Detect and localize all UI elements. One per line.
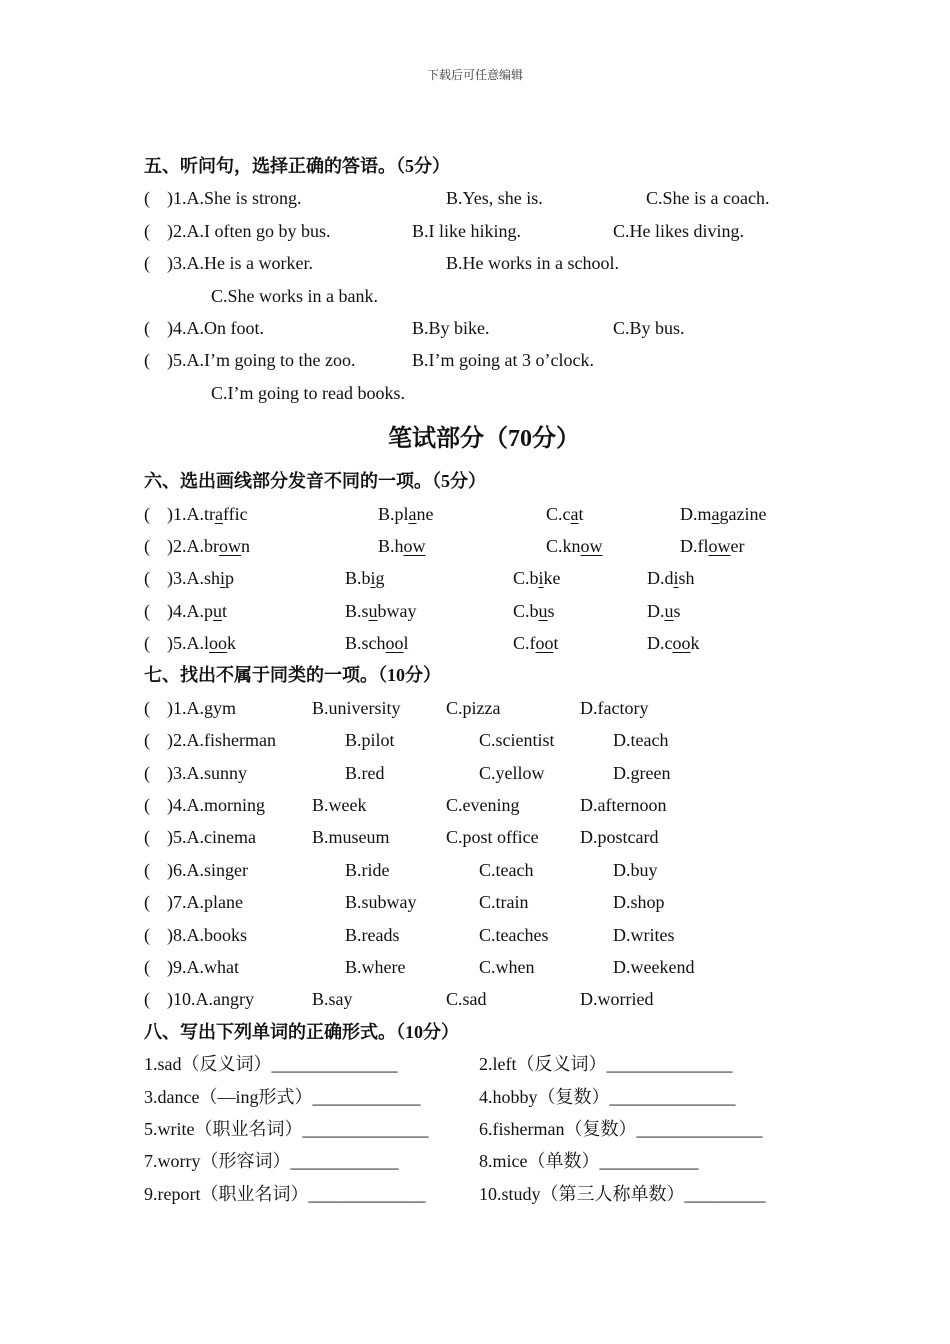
answer-paren[interactable]: (: [144, 503, 150, 524]
option-text: k: [227, 633, 236, 654]
option-text: B.h: [378, 535, 404, 556]
answer-paren[interactable]: (: [144, 730, 150, 751]
fill-blank-item[interactable]: 3.dance（—ing形式）____________: [144, 1086, 421, 1107]
underlined-letters: i: [370, 568, 376, 589]
option-b: B.week: [312, 795, 367, 816]
s6-question-5: [144, 627, 824, 659]
option-text: bway: [377, 600, 417, 621]
option-c: C.teaches: [479, 924, 549, 945]
underlined-letters: i: [220, 568, 226, 589]
s7-question-4: [144, 789, 824, 821]
option-text: )5.A.l: [167, 633, 209, 654]
option-text: C.kn: [546, 535, 581, 556]
option-a: )6.A.singer: [167, 859, 248, 880]
underlined-letters: i: [538, 568, 544, 589]
option-b: B.I’m going at 3 o’clock.: [412, 350, 594, 371]
option-a: [167, 627, 236, 659]
option-a: [167, 595, 227, 627]
s6-question-2: [144, 530, 824, 562]
s5-question-3: [144, 247, 824, 279]
answer-paren[interactable]: (: [144, 827, 150, 848]
s5-question-5: [144, 344, 824, 376]
option-b: B.say: [312, 989, 353, 1010]
option-a: )4.A.On foot.: [167, 317, 264, 338]
fill-blank-item[interactable]: 8.mice（单数）___________: [479, 1151, 699, 1172]
fill-blank-item[interactable]: 6.fisherman（复数）______________: [479, 1118, 763, 1139]
option-a: [167, 562, 234, 594]
answer-paren[interactable]: (: [144, 220, 150, 241]
underlined-letters: a: [570, 503, 579, 524]
underlined-letters: u: [368, 600, 378, 621]
underlined-letters: ow: [219, 535, 241, 556]
option-a: )1.A.gym: [167, 697, 236, 718]
option-text: gazine: [719, 503, 767, 524]
option-text: C.f: [513, 633, 536, 654]
option-a: )10.A.angry: [167, 989, 254, 1010]
option-b: B.reads: [345, 924, 400, 945]
option-c: C.teach: [479, 859, 534, 880]
s7-question-10: [144, 983, 824, 1015]
option-c: [546, 530, 603, 562]
option-c: C.when: [479, 956, 535, 977]
option-text: p: [225, 568, 235, 589]
option-text: C.c: [546, 503, 571, 524]
option-text: B.sch: [345, 633, 386, 654]
option-text: t: [222, 600, 228, 621]
option-text: D.: [647, 600, 665, 621]
option-text: g: [375, 568, 385, 589]
s8-row-4: [144, 1145, 824, 1177]
option-text: )3.A.sh: [167, 568, 220, 589]
section-7-title: 七、找出不属于同类的一项。（10分）: [144, 665, 441, 686]
option-b: B.pilot: [345, 730, 395, 751]
fill-blank-item[interactable]: 10.study（第三人称单数）_________: [479, 1183, 766, 1204]
option-a: [167, 498, 248, 530]
s7-question-7: [144, 886, 824, 918]
option-a: )4.A.morning: [167, 795, 265, 816]
option-b: B.subway: [345, 892, 417, 913]
option-a: )9.A.what: [167, 956, 239, 977]
s8-row-2: [144, 1081, 824, 1113]
underlined-letters: a: [408, 503, 417, 524]
option-d: D.buy: [613, 859, 658, 880]
s5-question-2: [144, 215, 824, 247]
option-b: [345, 595, 417, 627]
answer-paren[interactable]: (: [144, 535, 150, 556]
s7-question-5: [144, 821, 824, 853]
option-text: t: [553, 633, 559, 654]
option-d: D.weekend: [613, 956, 695, 977]
answer-paren[interactable]: (: [144, 568, 150, 589]
option-a: )7.A.plane: [167, 892, 243, 913]
s6-question-3: [144, 562, 824, 594]
answer-paren[interactable]: (: [144, 956, 150, 977]
option-c: C.yellow: [479, 762, 545, 783]
s8-row-3: [144, 1113, 824, 1145]
option-text: D.m: [680, 503, 712, 524]
option-b: [378, 530, 426, 562]
underlined-letters: u: [538, 600, 548, 621]
section-8-title: 八、写出下列单词的正确形式。（10分）: [144, 1021, 459, 1042]
option-a: )2.A.I often go by bus.: [167, 220, 331, 241]
s6-question-4: [144, 595, 824, 627]
option-c: C.evening: [446, 795, 520, 816]
underlined-letters: u: [664, 600, 674, 621]
option-text: D.d: [647, 568, 674, 589]
option-text: l: [403, 633, 409, 654]
option-b: B.museum: [312, 827, 390, 848]
option-text: sh: [678, 568, 695, 589]
written-part-title: 笔试部分（70分）: [388, 426, 580, 453]
option-d: [647, 562, 695, 594]
option-text: D.c: [647, 633, 673, 654]
option-d: D.teach: [613, 730, 669, 751]
fill-blank-item[interactable]: 1.sad（反义词）______________: [144, 1054, 398, 1075]
option-a: )2.A.fisherman: [167, 730, 276, 751]
fill-blank-item[interactable]: 9.report（职业名词）_____________: [144, 1183, 426, 1204]
option-b: [345, 627, 409, 659]
option-text: t: [578, 503, 584, 524]
option-text: C.b: [513, 600, 539, 621]
option-c: C.train: [479, 892, 529, 913]
option-a: [167, 530, 250, 562]
option-b: [378, 498, 434, 530]
section-6-title: 六、选出画线部分发音不同的一项。（5分）: [144, 471, 486, 492]
option-text: C.b: [513, 568, 539, 589]
option-text: )2.A.br: [167, 535, 219, 556]
option-b: B.university: [312, 697, 401, 718]
option-a: )3.A.sunny: [167, 762, 247, 783]
option-text: n: [241, 535, 250, 556]
underlined-letters: ow: [403, 535, 426, 556]
option-a: )1.A.She is strong.: [167, 188, 302, 209]
option-d: [680, 498, 766, 530]
underlined-letters: oo: [209, 633, 227, 654]
underlined-letters: a: [711, 503, 720, 524]
option-text: s: [547, 600, 555, 621]
answer-paren[interactable]: (: [144, 600, 150, 621]
underlined-letters: ow: [580, 535, 603, 556]
option-d: D.afternoon: [580, 795, 667, 816]
option-c: C.pizza: [446, 697, 501, 718]
option-text: B.b: [345, 568, 371, 589]
answer-paren[interactable]: (: [144, 697, 150, 718]
answer-paren[interactable]: (: [144, 795, 150, 816]
answer-paren[interactable]: (: [144, 253, 150, 274]
answer-paren[interactable]: (: [144, 633, 150, 654]
option-c: [546, 498, 584, 530]
option-text: ffic: [223, 503, 248, 524]
option-text: ke: [543, 568, 561, 589]
option-text: )4.A.p: [167, 600, 213, 621]
option-text: )1.A.tr: [167, 503, 215, 524]
option-c: C.He likes diving.: [613, 220, 744, 241]
option-c: C.post office: [446, 827, 539, 848]
option-d: D.postcard: [580, 827, 659, 848]
option-c: C.She is a coach.: [646, 188, 770, 209]
s7-question-1: [144, 692, 824, 724]
option-b: B.By bike.: [412, 317, 490, 338]
option-d: D.shop: [613, 892, 665, 913]
fill-blank-item[interactable]: 4.hobby（复数）______________: [479, 1086, 736, 1107]
option-c: C.She works in a bank.: [211, 285, 378, 306]
option-b: B.where: [345, 956, 406, 977]
option-text: D.fl: [680, 535, 709, 556]
option-b: B.Yes, she is.: [446, 188, 543, 209]
s8-row-1: [144, 1048, 824, 1080]
option-c: [513, 595, 555, 627]
s7-question-6: [144, 854, 824, 886]
option-b: B.red: [345, 762, 385, 783]
s6-question-1: [144, 498, 824, 530]
underlined-letters: a: [215, 503, 223, 524]
exam-page: [144, 150, 824, 1210]
section-5-title: 五、听问句，选择正确的答语。（5分）: [144, 156, 450, 176]
option-c: C.I’m going to read books.: [211, 382, 405, 403]
option-b: B.ride: [345, 859, 390, 880]
option-d: [680, 530, 744, 562]
option-text: B.pl: [378, 503, 409, 524]
answer-paren[interactable]: (: [144, 188, 150, 209]
underlined-letters: oo: [385, 633, 404, 654]
option-b: [345, 562, 385, 594]
s5-question-5-cont: [144, 377, 824, 409]
s7-question-3: [144, 757, 824, 789]
option-text: ne: [416, 503, 434, 524]
s7-question-9: [144, 951, 824, 983]
s5-question-4: [144, 312, 824, 344]
underlined-letters: u: [213, 600, 222, 621]
option-d: D.worried: [580, 989, 654, 1010]
option-d: D.factory: [580, 697, 649, 718]
option-c: C.sad: [446, 989, 487, 1010]
option-text: k: [690, 633, 700, 654]
option-b: B.He works in a school.: [446, 253, 619, 274]
fill-blank-item[interactable]: 5.write（职业名词）______________: [144, 1118, 429, 1139]
option-a: )8.A.books: [167, 924, 247, 945]
answer-paren[interactable]: (: [144, 350, 150, 371]
answer-paren[interactable]: (: [144, 924, 150, 945]
fill-blank-item[interactable]: 2.left（反义词）______________: [479, 1054, 733, 1075]
option-b: B.I like hiking.: [412, 220, 521, 241]
s7-question-2: [144, 724, 824, 756]
underlined-letters: oo: [672, 633, 691, 654]
option-a: )5.A.I’m going to the zoo.: [167, 350, 356, 371]
s8-row-5: [144, 1178, 824, 1210]
s5-question-1: [144, 182, 824, 214]
option-text: s: [673, 600, 681, 621]
answer-paren[interactable]: (: [144, 989, 150, 1010]
option-c: [513, 562, 561, 594]
answer-paren[interactable]: (: [144, 859, 150, 880]
page-header: 下载后可任意编辑: [426, 68, 523, 82]
option-d: D.green: [613, 762, 671, 783]
option-c: C.scientist: [479, 730, 555, 751]
option-a: )5.A.cinema: [167, 827, 256, 848]
answer-paren[interactable]: (: [144, 762, 150, 783]
option-d: [647, 627, 700, 659]
fill-blank-item[interactable]: 7.worry（形容词）____________: [144, 1151, 399, 1172]
option-c: C.By bus.: [613, 317, 685, 338]
underlined-letters: oo: [535, 633, 554, 654]
s7-question-8: [144, 919, 824, 951]
answer-paren[interactable]: (: [144, 892, 150, 913]
option-a: )3.A.He is a worker.: [167, 253, 313, 274]
option-text: er: [730, 535, 745, 556]
answer-paren[interactable]: (: [144, 317, 150, 338]
option-d: D.writes: [613, 924, 675, 945]
underlined-letters: i: [673, 568, 679, 589]
option-c: [513, 627, 559, 659]
option-text: B.s: [345, 600, 369, 621]
option-d: [647, 595, 681, 627]
underlined-letters: ow: [708, 535, 731, 556]
s5-question-3-cont: [144, 280, 824, 312]
